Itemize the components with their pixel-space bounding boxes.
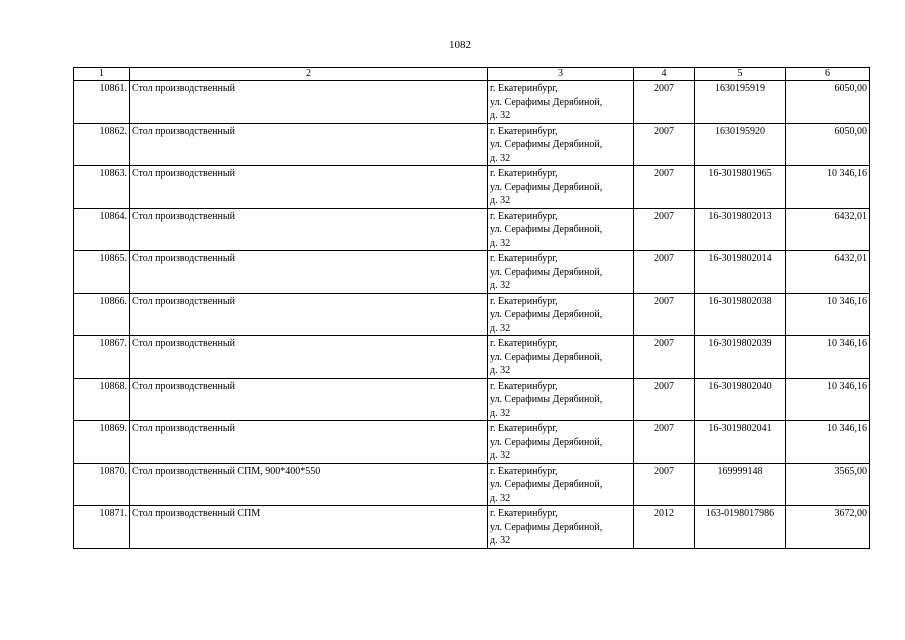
address-street: ул. Серафимы Дерябиной, [490,224,603,235]
item-cost: 3565,00 [786,463,870,506]
address-house: д. 32 [490,237,511,249]
address-city: г. Екатеринбург, [490,338,558,349]
row-number: 10864. [74,208,130,251]
item-year: 2007 [634,463,695,506]
address-city: г. Екатеринбург, [490,465,558,477]
address-street: ул. Серафимы Дерябиной, [490,394,603,405]
item-cost: 10 346,16 [786,293,870,336]
address-city: г. Екатеринбург, [490,168,558,179]
item-year: 2012 [634,506,695,549]
item-year: 2007 [634,166,695,209]
address-house: д. 32 [490,535,511,546]
inventory-code: 16-3019802040 [695,378,786,421]
item-address [488,293,634,336]
inventory-code: 16-3019802039 [695,336,786,379]
row-number: 10865. [74,251,130,294]
inventory-code: 16-3019802014 [695,251,786,294]
table-row [74,463,870,506]
item-cost: 10 346,16 [786,166,870,209]
table-row [74,421,870,464]
item-cost: 3672,00 [786,506,870,549]
item-name: Стол производственный [130,251,488,294]
item-name: Стол производственный [130,336,488,379]
address-city: г. Екатеринбург, [490,295,558,307]
item-year: 2007 [634,421,695,464]
item-cost: 6050,00 [786,81,870,124]
inventory-code: 169999148 [695,463,786,506]
inventory-code: 16-3019802013 [695,208,786,251]
item-address [488,208,634,251]
column-header: 5 [695,68,786,81]
table-row [74,166,870,209]
row-number: 10862. [74,123,130,166]
row-number: 10869. [74,421,130,464]
item-address [488,378,634,421]
item-address [488,506,634,549]
table-row [74,123,870,166]
address-house: д. 32 [490,280,511,291]
row-number: 10867. [74,336,130,379]
row-number: 10863. [74,166,130,209]
item-cost: 10 346,16 [786,378,870,421]
row-number: 10861. [74,81,130,124]
header-row [74,68,870,81]
item-year: 2007 [634,293,695,336]
address-house: д. 32 [490,195,511,206]
table-row [74,81,870,124]
address-city: г. Екатеринбург, [490,380,558,392]
item-name: Стол производственный [130,293,488,336]
table-row [74,251,870,294]
address-house: д. 32 [490,365,511,376]
row-number: 10870. [74,463,130,506]
column-header: 3 [488,68,634,81]
row-number: 10868. [74,378,130,421]
inventory-code: 1630195919 [695,81,786,124]
inventory-code: 16-3019802038 [695,293,786,336]
address-city: г. Екатеринбург, [490,508,558,519]
address-house: д. 32 [490,407,511,419]
item-address [488,463,634,506]
table-row [74,378,870,421]
item-address [488,123,634,166]
address-street: ул. Серафимы Дерябиной, [490,479,603,490]
address-house: д. 32 [490,322,511,334]
column-header: 6 [786,68,870,81]
table-row [74,293,870,336]
item-address [488,251,634,294]
address-house: д. 32 [490,152,511,164]
address-city: г. Екатеринбург, [490,83,558,94]
inventory-code: 16-3019802041 [695,421,786,464]
item-name: Стол производственный [130,166,488,209]
item-year: 2007 [634,378,695,421]
item-name: Стол производственный [130,421,488,464]
address-street: ул. Серафимы Дерябиной, [490,181,603,193]
address-city: г. Екатеринбург, [490,125,558,137]
item-cost: 10 346,16 [786,421,870,464]
item-name: Стол производственный [130,378,488,421]
item-name: Стол производственный СПМ, 900*400*550 [130,463,488,506]
address-street: ул. Серафимы Дерябиной, [490,521,603,533]
column-header: 1 [74,68,130,81]
item-year: 2007 [634,81,695,124]
item-cost: 10 346,16 [786,336,870,379]
inventory-code: 16-3019801965 [695,166,786,209]
item-year: 2007 [634,123,695,166]
address-street: ул. Серафимы Дерябиной, [490,436,603,448]
address-city: г. Екатеринбург, [490,423,558,434]
item-address [488,421,634,464]
row-number: 10871. [74,506,130,549]
address-city: г. Екатеринбург, [490,210,558,222]
address-street: ул. Серафимы Дерябиной, [490,309,603,320]
table-row [74,506,870,549]
inventory-table [73,67,870,549]
row-number: 10866. [74,293,130,336]
item-cost: 6432,01 [786,208,870,251]
item-year: 2007 [634,251,695,294]
page-number: 1082 [449,39,471,51]
table-row [74,208,870,251]
address-city: г. Екатеринбург, [490,253,558,264]
item-year: 2007 [634,336,695,379]
inventory-code: 163-0198017986 [695,506,786,549]
item-address [488,81,634,124]
address-street: ул. Серафимы Дерябиной, [490,96,603,108]
item-address [488,166,634,209]
item-cost: 6432,01 [786,251,870,294]
address-street: ул. Серафимы Дерябиной, [490,266,603,278]
inventory-code: 1630195920 [695,123,786,166]
table-row [74,336,870,379]
address-street: ул. Серафимы Дерябиной, [490,139,603,150]
item-year: 2007 [634,208,695,251]
item-name: Стол производственный [130,208,488,251]
item-address [488,336,634,379]
column-header: 4 [634,68,695,81]
address-house: д. 32 [490,492,511,504]
item-name: Стол производственный [130,81,488,124]
item-cost: 6050,00 [786,123,870,166]
column-header: 2 [130,68,488,81]
item-name: Стол производственный [130,123,488,166]
address-house: д. 32 [490,450,511,461]
item-name: Стол производственный СПМ [130,506,488,549]
address-house: д. 32 [490,110,511,121]
address-street: ул. Серафимы Дерябиной, [490,351,603,363]
